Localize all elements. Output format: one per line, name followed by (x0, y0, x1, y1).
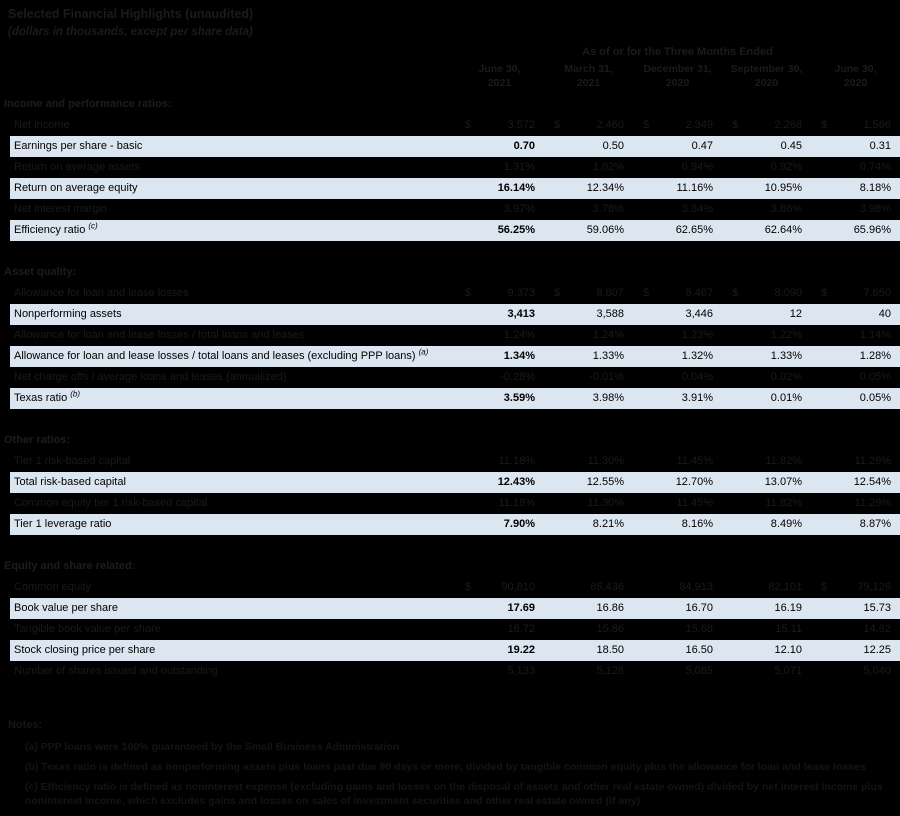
cell-number: 8.87% (859, 518, 891, 530)
cell-number: 13.07% (764, 476, 802, 488)
footnote-marker: (c) (88, 221, 98, 231)
cell-number: 11.18% (498, 497, 535, 509)
cell-number: 3,446 (685, 308, 713, 320)
cell-number: 12.43% (497, 476, 535, 488)
cell-value (811, 514, 900, 535)
cell-number: 15.86 (596, 623, 624, 635)
cell-value (811, 157, 900, 178)
cell-value (722, 325, 811, 346)
cell-value (722, 388, 811, 409)
row-label: Common equity (14, 581, 92, 593)
cell-value (633, 514, 722, 535)
row-label: Texas ratio $^{(b)}$ (14, 389, 81, 404)
cell-number: 1.24% (592, 329, 624, 341)
cell-number: 1.33% (592, 350, 624, 362)
cell-value (722, 115, 811, 136)
cell-number: 3.84% (681, 203, 713, 215)
cell-number: 3,588 (596, 308, 624, 320)
cell-number: 8.18% (859, 182, 891, 194)
row-label: Return on average assets (14, 161, 140, 173)
cell-value (455, 640, 544, 661)
cell-number: 12 (789, 308, 802, 320)
cell-value (633, 325, 722, 346)
cell-number: 8.49% (770, 518, 802, 530)
cell-number: 11.82% (765, 497, 802, 509)
cell-number: 62.64% (764, 224, 802, 236)
table-row (10, 598, 900, 619)
cell-value (633, 220, 722, 241)
column-header: March 31, 2021 (564, 63, 613, 89)
cell-number: 17.69 (507, 602, 535, 614)
column-header: September 30, 2020 (730, 63, 803, 89)
cell-value (455, 304, 544, 325)
cell-number: 0.31 (869, 140, 891, 152)
cell-number: 0.94% (681, 161, 713, 173)
cell-number: 9,373 (507, 287, 535, 299)
row-label: Number of shares issued and outstanding (14, 665, 218, 677)
cell-value (722, 199, 811, 220)
cell-value (633, 640, 722, 661)
table-row (10, 304, 900, 325)
dollar-sign: $ (821, 581, 828, 593)
cell-value (455, 220, 544, 241)
cell-value (455, 199, 544, 220)
cell-number: 16.50 (685, 644, 713, 656)
table-section (4, 94, 900, 241)
row-label: Book value per share (14, 602, 118, 614)
table-row (10, 115, 900, 136)
cell-number: 65.96% (853, 224, 891, 236)
dollar-sign: $ (821, 119, 828, 131)
cell-number: 1.14% (859, 329, 891, 341)
cell-number: 1.32% (681, 350, 713, 362)
cell-value (722, 598, 811, 619)
cell-number: 8,467 (685, 287, 713, 299)
table-row (10, 283, 900, 304)
cell-value (811, 472, 900, 493)
cell-value (811, 388, 900, 409)
dollar-sign: $ (732, 287, 739, 299)
cell-value (811, 346, 900, 367)
cell-number: 84,913 (679, 581, 713, 593)
cell-value (633, 493, 722, 514)
cell-number: 3.86% (770, 203, 802, 215)
cell-value (633, 115, 722, 136)
table-row (10, 325, 900, 346)
column-header: June 30, 2020 (834, 63, 877, 89)
cell-number: 3.98% (592, 392, 624, 404)
table-row (10, 493, 900, 514)
cell-value (455, 346, 544, 367)
cell-value (633, 472, 722, 493)
cell-value (811, 367, 900, 388)
section-header: Asset quality: (4, 266, 77, 278)
cell-number: 1.22% (770, 329, 802, 341)
table-row (10, 178, 900, 199)
cell-number: 56.25% (497, 224, 535, 236)
table-body (4, 94, 900, 682)
cell-number: 0.45 (780, 140, 802, 152)
cell-number: 1,566 (863, 119, 891, 131)
dollar-sign: $ (554, 119, 561, 131)
cell-value (633, 451, 722, 472)
cell-value (455, 325, 544, 346)
cell-number: 3,572 (507, 119, 535, 131)
cell-number: 1.33% (770, 350, 802, 362)
table-row (10, 514, 900, 535)
cell-number: 11.45% (676, 455, 713, 467)
table-section (4, 556, 900, 682)
cell-number: 5,085 (685, 665, 713, 677)
cell-value (544, 136, 633, 157)
cell-value (455, 283, 544, 304)
cell-value (811, 493, 900, 514)
row-label: Net charge offs / average loans and leases (annualized) (14, 371, 287, 383)
cell-value (544, 472, 633, 493)
cell-number: 3.98% (859, 203, 891, 215)
dollar-sign: $ (643, 287, 650, 299)
cell-number: 0.04% (681, 371, 713, 383)
cell-value (544, 598, 633, 619)
cell-value (633, 577, 722, 598)
financial-highlights-table (4, 44, 900, 682)
cell-number: 11.16% (676, 182, 713, 194)
cell-value (455, 598, 544, 619)
cell-value (633, 283, 722, 304)
row-label: Earnings per share - basic (14, 140, 143, 152)
table-row (10, 619, 900, 640)
header-columns (455, 44, 900, 94)
cell-number: 16.86 (596, 602, 624, 614)
cell-number: -0.28% (500, 371, 535, 383)
cell-number: 12.10 (774, 644, 802, 656)
cell-value (544, 220, 633, 241)
section-header: Other ratios: (4, 434, 71, 446)
cell-value (544, 178, 633, 199)
cell-number: 16.14% (497, 182, 535, 194)
cell-number: 2,460 (596, 119, 624, 131)
table-row (10, 640, 900, 661)
dollar-sign: $ (732, 119, 739, 131)
cell-number: -0.01% (589, 371, 624, 383)
cell-number: 3.91% (681, 392, 713, 404)
row-label: Nonperforming assets (14, 308, 122, 320)
cell-value (455, 367, 544, 388)
cell-number: 0.05% (859, 392, 891, 404)
cell-value (455, 388, 544, 409)
cell-number: 1.28% (859, 350, 891, 362)
cell-value (455, 472, 544, 493)
dollar-sign: $ (554, 287, 561, 299)
row-label: Tier 1 risk-based capital (14, 455, 131, 467)
row-label: Tangible book value per share (14, 623, 161, 635)
cell-value (811, 598, 900, 619)
cell-value (544, 367, 633, 388)
period-header: As of or for the Three Months Ended (582, 46, 773, 58)
cell-value (722, 451, 811, 472)
note-c: (c) Efficiency ratio is defined as noninterest expense (excluding gains and losses on the disposal of assets and other real estate owned) divided by net interest income plus noninterest income, which excludes gains and losses on sales of investment securities and other real estate owned (if any) (25, 781, 883, 807)
cell-number: 12.34% (586, 182, 624, 194)
cell-number: 7,650 (863, 287, 891, 299)
cell-value (544, 325, 633, 346)
cell-number: 62.65% (675, 224, 713, 236)
cell-value (455, 577, 544, 598)
cell-value (722, 178, 811, 199)
table-header (10, 44, 900, 94)
cell-number: 0.92% (770, 161, 802, 173)
cell-number: 16.70 (685, 602, 713, 614)
cell-number: 3.97% (503, 203, 535, 215)
footnote-marker: (b) (70, 389, 81, 399)
cell-value (633, 619, 722, 640)
cell-value (544, 199, 633, 220)
cell-value (633, 661, 722, 682)
cell-value (633, 199, 722, 220)
cell-number: 3.78% (592, 203, 624, 215)
cell-number: 8.21% (592, 518, 624, 530)
cell-value (722, 283, 811, 304)
page-subtitle: (dollars in thousands, except per share data) (8, 26, 253, 38)
cell-number: 3.59% (503, 392, 535, 404)
cell-value (544, 451, 633, 472)
cell-value (811, 577, 900, 598)
row-label: Allowance for loan and lease losses / total loans and leases (14, 329, 305, 341)
cell-value (455, 157, 544, 178)
cell-value (455, 514, 544, 535)
cell-number: 11.30% (587, 455, 624, 467)
dollar-sign: $ (643, 119, 650, 131)
dollar-sign: $ (465, 581, 472, 593)
cell-value (544, 157, 633, 178)
table-row (10, 136, 900, 157)
cell-value (722, 619, 811, 640)
cell-number: 1.34% (503, 350, 535, 362)
cell-number: 8.16% (681, 518, 713, 530)
table-row (10, 220, 900, 241)
cell-number: 79,126 (857, 581, 891, 593)
cell-value (455, 451, 544, 472)
cell-value (544, 388, 633, 409)
table-section (4, 430, 900, 535)
cell-value (455, 115, 544, 136)
cell-number: 12.54% (853, 476, 891, 488)
cell-number: 90,810 (501, 581, 535, 593)
cell-value (811, 640, 900, 661)
cell-number: 8,090 (774, 287, 802, 299)
row-label: Allowance for loan and lease losses (14, 287, 189, 299)
cell-value (633, 178, 722, 199)
cell-number: 15.11 (775, 623, 802, 635)
cell-value (722, 472, 811, 493)
row-label: Return on average equity (14, 182, 138, 194)
cell-value (633, 157, 722, 178)
cell-number: 2,268 (774, 119, 802, 131)
cell-number: 0.05% (859, 371, 891, 383)
page-title: Selected Financial Highlights (unaudited) (8, 7, 254, 21)
table-section (4, 262, 900, 409)
cell-value (722, 304, 811, 325)
cell-value (544, 661, 633, 682)
cell-value (455, 619, 544, 640)
cell-value (811, 220, 900, 241)
table-row (10, 451, 900, 472)
cell-value (633, 598, 722, 619)
cell-number: 0.50 (602, 140, 624, 152)
table-row (10, 661, 900, 682)
cell-number: 3,413 (507, 308, 535, 320)
dollar-sign: $ (821, 287, 828, 299)
cell-number: 8,807 (596, 287, 624, 299)
cell-number: 5,128 (596, 665, 624, 677)
cell-value (722, 346, 811, 367)
cell-value (811, 115, 900, 136)
cell-number: 11.18% (498, 455, 535, 467)
cell-number: 12.25 (863, 644, 891, 656)
cell-number: 12.55% (586, 476, 624, 488)
cell-number: 11.82% (765, 455, 802, 467)
cell-number: 7.90% (503, 518, 535, 530)
cell-value (722, 661, 811, 682)
cell-number: 18.50 (596, 644, 624, 656)
cell-number: 5,040 (863, 665, 891, 677)
cell-value (811, 136, 900, 157)
cell-value (544, 619, 633, 640)
cell-value (455, 178, 544, 199)
cell-value (811, 304, 900, 325)
cell-number: 14.62 (863, 623, 891, 635)
cell-number: 5,071 (774, 665, 802, 677)
column-header: December 31, 2020 (643, 63, 712, 89)
cell-number: 1.23% (681, 329, 713, 341)
cell-number: 19.22 (507, 644, 535, 656)
cell-value (722, 640, 811, 661)
cell-value (722, 367, 811, 388)
cell-value (722, 577, 811, 598)
cell-value (455, 493, 544, 514)
cell-value (544, 514, 633, 535)
cell-number: 11.29% (854, 455, 891, 467)
note-b: (b) Texas ratio is defined as nonperforming assets plus loans past due 90 days or more, divided by tangible common equity plus the allowance for loan and lease losses (25, 761, 866, 773)
row-label: Net interest margin (14, 203, 107, 215)
row-label: Common equity tier 1 risk-based capital (14, 497, 208, 509)
table-row (10, 577, 900, 598)
dollar-sign: $ (465, 119, 472, 131)
cell-number: 10.95% (764, 182, 802, 194)
row-label: Tier 1 leverage ratio (14, 518, 112, 530)
cell-value (811, 283, 900, 304)
cell-value (722, 514, 811, 535)
row-label: Net income (14, 119, 70, 131)
table-row (10, 157, 900, 178)
cell-number: 15.73 (863, 602, 891, 614)
cell-value (633, 367, 722, 388)
cell-number: 12.70% (675, 476, 713, 488)
cell-value (722, 493, 811, 514)
cell-number: 11.45% (676, 497, 713, 509)
cell-value (544, 493, 633, 514)
cell-number: 40 (878, 308, 891, 320)
cell-value (544, 640, 633, 661)
cell-value (811, 451, 900, 472)
cell-number: 11.30% (587, 497, 624, 509)
cell-value (633, 346, 722, 367)
cell-number: 82,101 (768, 581, 802, 593)
column-dates-row (455, 62, 900, 94)
cell-number: 1.02% (592, 161, 624, 173)
row-label: Efficiency ratio $^{(c)}$ (14, 221, 98, 236)
cell-number: 0.47 (691, 140, 713, 152)
cell-value (811, 325, 900, 346)
cell-value (811, 661, 900, 682)
table-row (10, 472, 900, 493)
header-label-spacer (10, 44, 455, 94)
cell-value (811, 619, 900, 640)
cell-value (544, 304, 633, 325)
cell-value (633, 304, 722, 325)
cell-value (544, 577, 633, 598)
cell-value (455, 136, 544, 157)
cell-value (544, 346, 633, 367)
cell-value (544, 115, 633, 136)
cell-value (722, 157, 811, 178)
note-a: (a) PPP loans were 100% guaranteed by the Small Business Administration (25, 741, 400, 753)
row-label: Total risk-based capital (14, 476, 126, 488)
cell-value (633, 388, 722, 409)
footnote-marker: (a) (418, 347, 429, 357)
cell-value (455, 661, 544, 682)
cell-number: 0.74% (859, 161, 891, 173)
section-header: Equity and share related: (4, 560, 136, 572)
row-label: Allowance for loan and lease losses / total loans and leases (excluding PPP loans) $^{(a)}$ (14, 347, 429, 362)
cell-number: 15.68 (685, 623, 713, 635)
table-row (10, 388, 900, 409)
cell-number: 59.06% (586, 224, 624, 236)
table-row (10, 346, 900, 367)
cell-number: 1.31% (503, 161, 535, 173)
cell-number: 16.19 (774, 602, 802, 614)
cell-value (722, 136, 811, 157)
cell-number: 0.70 (513, 140, 535, 152)
dollar-sign: $ (465, 287, 472, 299)
cell-value (722, 220, 811, 241)
cell-number: 1.24% (503, 329, 535, 341)
cell-number: 0.02% (770, 371, 802, 383)
table-row (10, 199, 900, 220)
cell-number: 0.01% (770, 392, 802, 404)
notes-header: Notes: (8, 719, 43, 731)
cell-number: 86,436 (590, 581, 624, 593)
notes-block (8, 718, 890, 808)
cell-number: 5,133 (507, 665, 535, 677)
row-label: Stock closing price per share (14, 644, 156, 656)
cell-number: 16.72 (507, 623, 535, 635)
cell-value (811, 178, 900, 199)
cell-number: 11.29% (854, 497, 891, 509)
cell-value (633, 136, 722, 157)
table-row (10, 367, 900, 388)
column-header: June 30, 2021 (478, 63, 521, 89)
cell-value (811, 199, 900, 220)
section-header: Income and performance ratios: (4, 98, 172, 110)
cell-number: 2,349 (685, 119, 713, 131)
cell-value (544, 283, 633, 304)
